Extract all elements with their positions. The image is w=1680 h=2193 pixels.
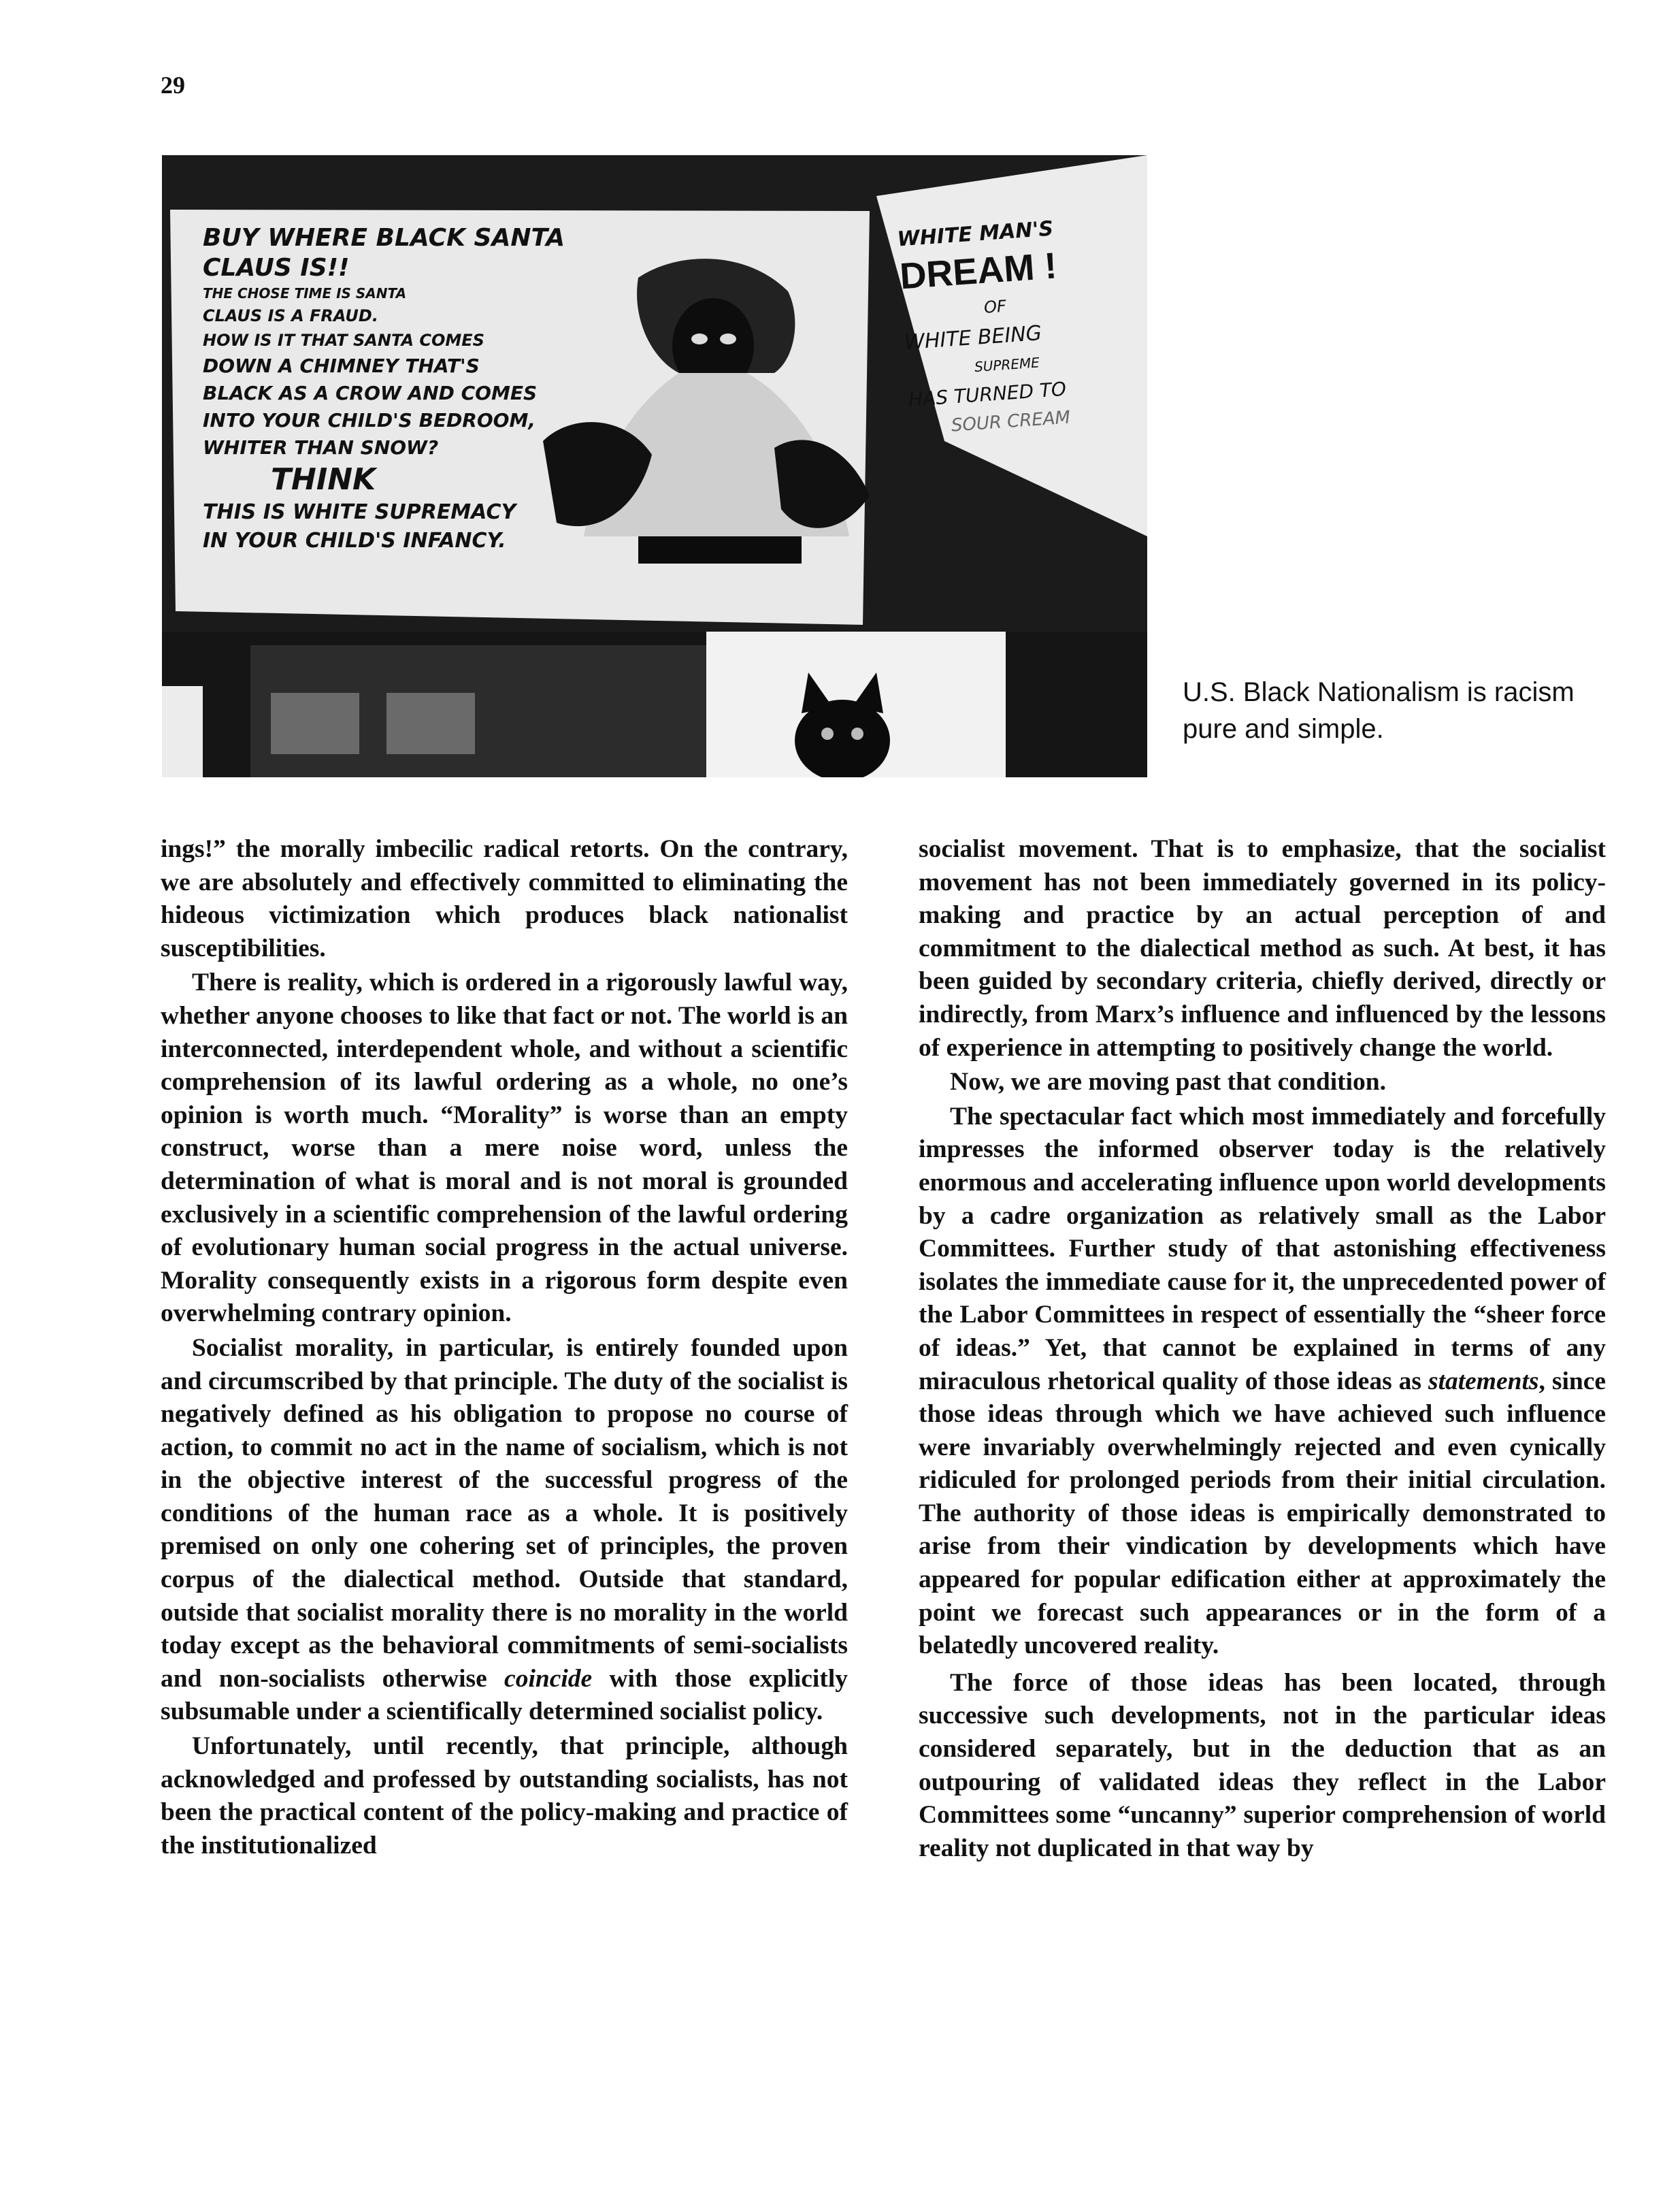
left-column [161, 833, 848, 1864]
poster-left-line: BLACK AS A CROW AND COMES [203, 382, 538, 404]
right-poster-text [896, 208, 1147, 442]
paragraph [919, 1101, 1606, 1663]
poster-right-line: WHITE BEING [904, 321, 1043, 355]
poster-left-line: THIS IS WHITE SUPREMACY [203, 500, 516, 524]
poster-right-line: SOUR CREAM [950, 407, 1071, 436]
paragraph [161, 1332, 848, 1729]
poster-right-line: DREAM ! [898, 245, 1059, 297]
paragraph: The force of those ideas has been located, through successive such developments, not in the particular ideas considered separately, but in the deduction that as an outpouring of validated ideas they reflect in the Labor Committees some “uncanny” superior comprehension of world reality not duplicated in that way by [919, 1668, 1606, 1862]
poster-right-line: OF [983, 296, 1007, 317]
paragraph: There is reality, which is ordered in a rigorously lawful way, whether anyone chooses to like that fact or not. The world is an interconnected, interdependent whole, and without a scientific comprehension of its lawful ordering as a whole, no one’s opinion is worth much. “Morality” is worse than an empty construct, worse than a mere noise word, unless the determination of what is moral and is not moral is grounded exclusively in a scientific comprehension of the lawful ordering of evolutionary human social progress in the actual universe. Morality consequently exists in a rigorous form despite even overwhelming contrary opinion. [161, 969, 848, 1328]
poster-left-line: CLAUS IS A FRAUD. [203, 306, 378, 325]
poster-left-line: BUY WHERE BLACK SANTA CLAUS IS!! [203, 224, 565, 282]
paragraph: Unfortunately, until recently, that principle, although acknowledged and professed by outstanding socialists, has not been the practical content of the policy-making and practice of the institutionalized [161, 1732, 848, 1859]
poster-right-line: WHITE MAN'S [896, 216, 1055, 252]
italic-word: coincide [504, 1664, 593, 1693]
page-number: 29 [161, 71, 185, 99]
photo-caption: U.S. Black Nationalism is racism pure and simple. [1183, 677, 1575, 744]
photo-black-santa-poster [162, 155, 1147, 777]
poster-left-line: WHITER THAN SNOW? [203, 436, 439, 459]
poster-right-line: SUPREME [974, 354, 1040, 376]
paragraph-text: The spectacular fact which most immediately and forcefully impresses the informed observer today is the relatively enormous and accelerating influence upon world developments by a cadre organization as relatively small as the Labor Committees. Further study of that astonishing effectiveness isolates the immediate cause for it, the unprecedented power of the Labor Committees in respect of essentially the “sheer force of ideas.” Yet, that cannot be explained in terms of any miraculous rhetorical quality of those ideas as [919, 1102, 1606, 1395]
poster-left-line: HOW IS IT THAT SANTA COMES [203, 331, 484, 350]
left-poster-text [203, 223, 611, 555]
paragraph-text: , since those ideas through which we have achieved such influence were invariably overwhelmingly rejected and even cynically ridiculed for prolonged periods from their initial circulation. The authority of those ideas is empirically demonstrated to arise from their vindication by developments which have appeared for popular edification either at approximately the point we forecast such appearances or in the form of a belatedly uncovered reality. [919, 1367, 1607, 1660]
poster-left-line: THINK [271, 462, 376, 497]
paragraph: ings!” the morally imbecilic radical retorts. On the contrary, we are absolutely and effectively committed to eliminating the hideous victimization which produces black nationalist susceptibilities. [161, 835, 848, 962]
poster-right-line: HAS TURNED TO [908, 377, 1068, 411]
italic-word: statements [1428, 1367, 1539, 1395]
paragraph: socialist movement. That is to emphasize, that the socialist movement has not been immediately governed in its policy-making and practice by an actual perception of and commitment to the dialectical method as such. At best, it has been guided by secondary criteria, chiefly derived, directly or indirectly, from Marx’s influence and influenced by the lessons of experience in attempting to positively change the world. [919, 835, 1606, 1062]
paragraph-text: Socialist morality, in particular, is entirely founded upon and circumscribed by that principle. The duty of the socialist is negatively defined as his obligation to propose no course of action, to commit no act in the name of socialism, which is not in the objective interest of the successful progress of the conditions of the human race as a whole. It is positively premised on only one cohering set of principles, the proven corpus of the dialectical method. Outside that standard, outside that socialist morality there is no morality in the world today except as the behavioral commitments of semi-socialists and non-socialists otherwise [161, 1333, 848, 1693]
paragraph-text: with those explicitly subsumable under a scientifically determined socialist policy. [161, 1664, 849, 1726]
poster-left-line: THE CHOSE TIME IS SANTA [203, 285, 407, 302]
poster-left-line: IN YOUR CHILD'S INFANCY. [203, 529, 506, 553]
poster-left-line: DOWN A CHIMNEY THAT'S [203, 355, 480, 377]
paragraph: Now, we are moving past that condition. [950, 1068, 1386, 1096]
right-column [919, 833, 1606, 1866]
poster-left-line: INTO YOUR CHILD'S BEDROOM, [203, 409, 536, 432]
